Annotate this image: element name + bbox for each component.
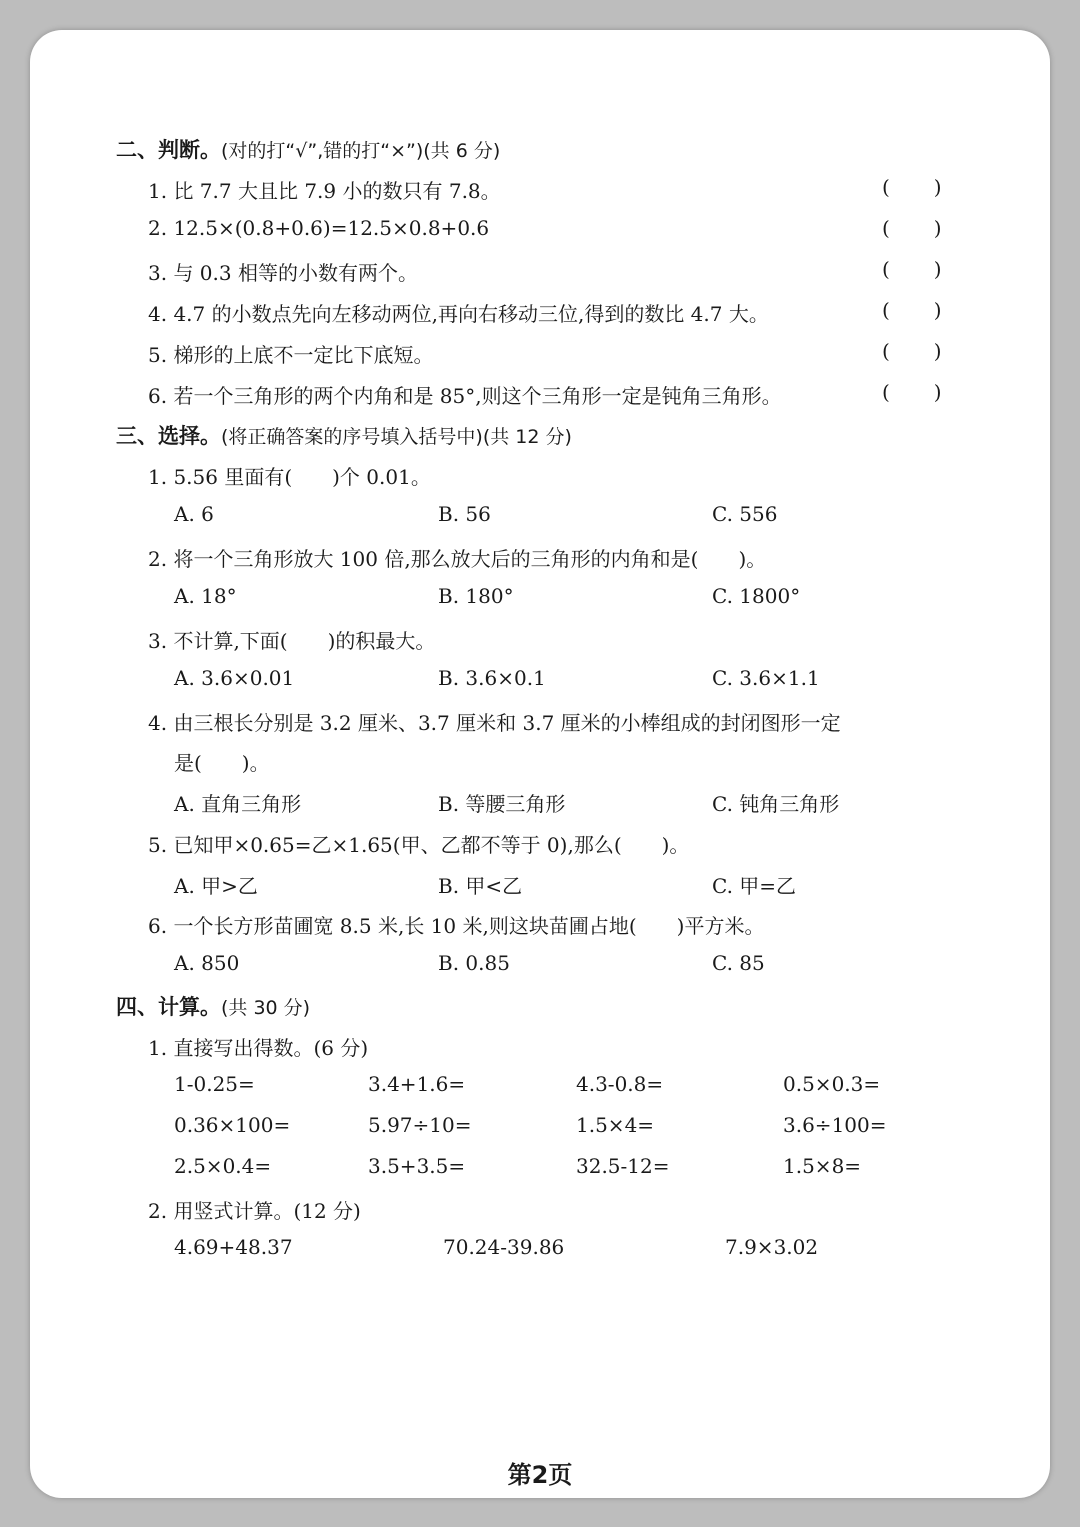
- choice-3-option-a[interactable]: A. 3.6×0.01: [174, 666, 295, 690]
- judge-item-3: 3. 与 0.3 相等的小数有两个。: [148, 261, 418, 285]
- section-choice-heading: 三、选择。: [116, 424, 221, 448]
- choice-6-option-b[interactable]: B. 0.85: [438, 951, 510, 975]
- section-choice-title: [116, 420, 572, 450]
- choice-1-option-a[interactable]: A. 6: [174, 502, 214, 526]
- page-number: 第2页: [507, 1461, 573, 1489]
- choice-2-option-a[interactable]: A. 18°: [174, 584, 237, 608]
- judge-item-6: 6. 若一个三角形的两个内角和是 85°,则这个三角形一定是钝角三角形。: [148, 384, 782, 408]
- judge-item-1: 1. 比 7.7 大且比 7.9 小的数只有 7.8。: [148, 179, 501, 203]
- mental-calc-r2-c4: 3.6÷100=: [783, 1113, 887, 1137]
- choice-question-4: 4. 由三根长分别是 3.2 厘米、3.7 厘米和 3.7 厘米的小棒组成的封闭图形一定: [148, 711, 841, 735]
- choice-question-3: 3. 不计算,下面( )的积最大。: [148, 629, 436, 653]
- judge-answer-paren-5[interactable]: (): [882, 339, 986, 363]
- choice-3-option-b[interactable]: B. 3.6×0.1: [438, 666, 546, 690]
- choice-question-1: 1. 5.56 里面有( )个 0.01。: [148, 465, 431, 489]
- section-judge-note: (对的打“√”,错的打“×”)(共 6 分): [221, 140, 501, 162]
- choice-4-option-b[interactable]: B. 等腰三角形: [438, 792, 566, 816]
- choice-3-option-c[interactable]: C. 3.6×1.1: [712, 666, 820, 690]
- mental-calc-r3-c2: 3.5+3.5=: [368, 1154, 466, 1178]
- mental-calc-r2-c1: 0.36×100=: [174, 1113, 291, 1137]
- choice-5-option-c[interactable]: C. 甲=乙: [712, 874, 797, 898]
- section-choice-note: (将正确答案的序号填入括号中)(共 12 分): [221, 426, 572, 448]
- mental-calc-r1-c4: 0.5×0.3=: [783, 1072, 881, 1096]
- judge-item-2: 2. 12.5×(0.8+0.6)=12.5×0.8+0.6: [148, 216, 490, 240]
- choice-5-option-b[interactable]: B. 甲<乙: [438, 874, 523, 898]
- choice-6-option-c[interactable]: C. 85: [712, 951, 765, 975]
- vertical-calc-2: 70.24-39.86: [443, 1235, 565, 1259]
- choice-question-2: 2. 将一个三角形放大 100 倍,那么放大后的三角形的内角和是( )。: [148, 547, 767, 571]
- choice-question-6: 6. 一个长方形苗圃宽 8.5 米,长 10 米,则这块苗圃占地( )平方米。: [148, 914, 765, 938]
- judge-answer-paren-1[interactable]: (): [882, 175, 986, 199]
- vertical-calc-1: 4.69+48.37: [174, 1235, 293, 1259]
- choice-2-option-b[interactable]: B. 180°: [438, 584, 514, 608]
- choice-4-option-a[interactable]: A. 直角三角形: [174, 792, 302, 816]
- choice-4-option-c[interactable]: C. 钝角三角形: [712, 792, 840, 816]
- section-calc-note: (共 30 分): [221, 997, 311, 1019]
- choice-5-option-a[interactable]: A. 甲>乙: [174, 874, 258, 898]
- mental-calc-r2-c2: 5.97÷10=: [368, 1113, 472, 1137]
- judge-item-4: 4. 4.7 的小数点先向左移动两位,再向右移动三位,得到的数比 4.7 大。: [148, 302, 769, 326]
- section-judge-title: [116, 134, 500, 164]
- calc-part1-title: 1. 直接写出得数。(6 分): [148, 1036, 369, 1060]
- mental-calc-r1-c2: 3.4+1.6=: [368, 1072, 466, 1096]
- choice-1-option-b[interactable]: B. 56: [438, 502, 491, 526]
- choice-1-option-c[interactable]: C. 556: [712, 502, 778, 526]
- judge-answer-paren-6[interactable]: (): [882, 380, 986, 404]
- mental-calc-r3-c4: 1.5×8=: [783, 1154, 862, 1178]
- judge-answer-paren-3[interactable]: (): [882, 257, 986, 281]
- choice-6-option-a[interactable]: A. 850: [174, 951, 240, 975]
- judge-item-5: 5. 梯形的上底不一定比下底短。: [148, 343, 434, 367]
- mental-calc-r3-c3: 32.5-12=: [576, 1154, 670, 1178]
- section-calc-title: [116, 991, 310, 1021]
- judge-answer-paren-2[interactable]: (): [882, 216, 986, 240]
- calc-part2-title: 2. 用竖式计算。(12 分): [148, 1199, 361, 1223]
- mental-calc-r2-c3: 1.5×4=: [576, 1113, 655, 1137]
- choice-2-option-c[interactable]: C. 1800°: [712, 584, 801, 608]
- section-calc-heading: 四、计算。: [116, 995, 221, 1019]
- judge-answer-paren-4[interactable]: (): [882, 298, 986, 322]
- mental-calc-r1-c3: 4.3-0.8=: [576, 1072, 664, 1096]
- section-judge-heading: 二、判断。: [116, 138, 221, 162]
- mental-calc-r3-c1: 2.5×0.4=: [174, 1154, 272, 1178]
- choice-question-5: 5. 已知甲×0.65=乙×1.65(甲、乙都不等于 0),那么( )。: [148, 833, 690, 857]
- vertical-calc-3: 7.9×3.02: [725, 1235, 819, 1259]
- choice-question-4-continuation: 是( )。: [174, 751, 270, 775]
- mental-calc-r1-c1: 1-0.25=: [174, 1072, 255, 1096]
